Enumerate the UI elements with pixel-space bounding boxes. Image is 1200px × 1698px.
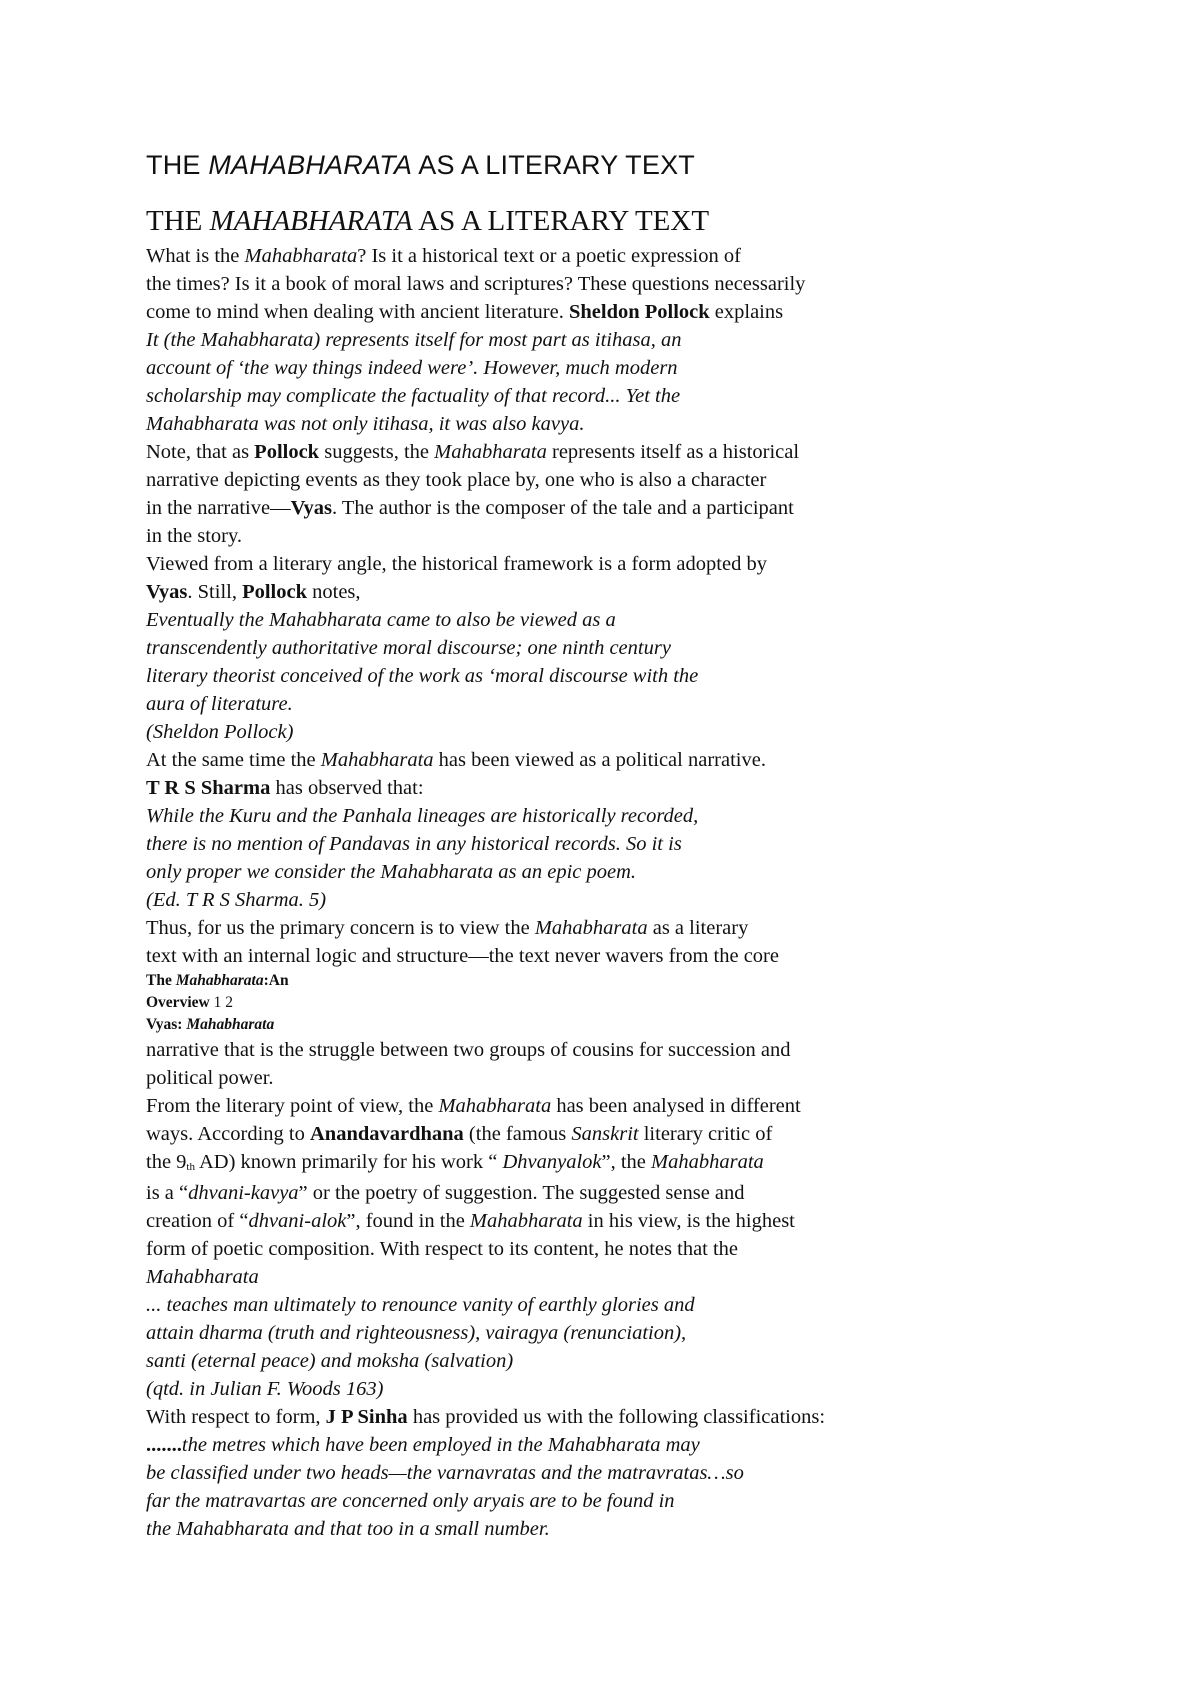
running-header-line: Vyas: Mahabharata — [146, 1016, 275, 1033]
text-line: ways. According to Anandavardhana (the famous Sanskrit literary critic of — [146, 1123, 773, 1145]
document-body — [146, 242, 1146, 1543]
quote-line: be classified under two heads—the varnavratas and the matravratas…so — [146, 1462, 744, 1484]
citation-line: (qtd. in Julian F. Woods 163) — [146, 1378, 384, 1400]
quote-line: the Mahabharata and that too in a small number. — [146, 1518, 550, 1540]
quote-line: literary theorist conceived of the work as ‘moral discourse with the — [146, 665, 699, 687]
quote-line: It (the Mahabharata) represents itself for most part as itihasa, an — [146, 329, 682, 351]
running-header-line: Overview 1 2 — [146, 994, 233, 1011]
text-line: in the story. — [146, 525, 243, 547]
document-title: THE MAHABHARATA AS A LITERARY TEXT — [146, 205, 710, 237]
quote-line: aura of literature. — [146, 693, 293, 715]
citation-line: (Sheldon Pollock) — [146, 721, 294, 743]
quote-line: transcendently authoritative moral discourse; one ninth century — [146, 637, 671, 659]
text-line: Viewed from a literary angle, the historical framework is a form adopted by — [146, 553, 767, 575]
text-line: narrative that is the struggle between two groups of cousins for succession and — [146, 1039, 791, 1061]
text-line: Note, that as Pollock suggests, the Mahabharata represents itself as a historical — [146, 441, 800, 463]
text-line: T R S Sharma has observed that: — [146, 777, 424, 799]
quote-line: there is no mention of Pandavas in any historical records. So it is — [146, 833, 682, 855]
text-line: form of poetic composition. With respect to its content, he notes that the — [146, 1238, 739, 1260]
text-line: narrative depicting events as they took place by, one who is also a character — [146, 469, 767, 491]
quote-line: .......the metres which have been employed in the Mahabharata may — [146, 1434, 700, 1456]
text-line: political power. — [146, 1067, 274, 1089]
text-line: At the same time the Mahabharata has been viewed as a political narrative. — [146, 749, 766, 771]
quote-line: scholarship may complicate the factuality of that record... Yet the — [146, 385, 681, 407]
text-line: in the narrative—Vyas. The author is the composer of the tale and a participant — [146, 497, 794, 519]
citation-line: (Ed. T R S Sharma. 5) — [146, 889, 327, 911]
quote-line: far the matravartas are concerned only aryais are to be found in — [146, 1490, 675, 1512]
quote-line: only proper we consider the Mahabharata as an epic poem. — [146, 861, 637, 883]
text-line: Mahabharata — [146, 1266, 259, 1288]
quote-line: ... teaches man ultimately to renounce vanity of earthly glories and — [146, 1294, 695, 1316]
text-line: the times? Is it a book of moral laws and scriptures? These questions necessarily — [146, 273, 806, 295]
text-line: the 9th AD) known primarily for his work “ Dhvanyalok”, the Mahabharata — [146, 1151, 764, 1173]
quote-line: account of ‘the way things indeed were’. However, much modern — [146, 357, 678, 379]
quote-line: attain dharma (truth and righteousness), vairagya (renunciation), — [146, 1322, 687, 1344]
text-line: creation of “dhvani-alok”, found in the Mahabharata in his view, is the highest — [146, 1210, 795, 1232]
page-header: THE MAHABHARATA AS A LITERARY TEXT — [146, 150, 695, 180]
text-line: text with an internal logic and structure—the text never wavers from the core — [146, 945, 779, 967]
text-line: is a “dhvani-kavya” or the poetry of suggestion. The suggested sense and — [146, 1182, 745, 1204]
quote-line: Eventually the Mahabharata came to also be viewed as a — [146, 609, 616, 631]
quote-line: santi (eternal peace) and moksha (salvation) — [146, 1350, 514, 1372]
running-header-line: The Mahabharata:An — [146, 972, 289, 989]
quote-line: While the Kuru and the Panhala lineages are historically recorded, — [146, 805, 699, 827]
text-line: With respect to form, J P Sinha has provided us with the following classifications: — [146, 1406, 826, 1428]
text-line: What is the Mahabharata? Is it a historical text or a poetic expression of — [146, 245, 741, 267]
text-line: come to mind when dealing with ancient literature. Sheldon Pollock explains — [146, 301, 784, 323]
text-line: Vyas. Still, Pollock notes, — [146, 581, 361, 603]
quote-line: Mahabharata was not only itihasa, it was also kavya. — [146, 413, 585, 435]
text-line: From the literary point of view, the Mahabharata has been analysed in different — [146, 1095, 801, 1117]
text-line: Thus, for us the primary concern is to view the Mahabharata as a literary — [146, 917, 749, 939]
